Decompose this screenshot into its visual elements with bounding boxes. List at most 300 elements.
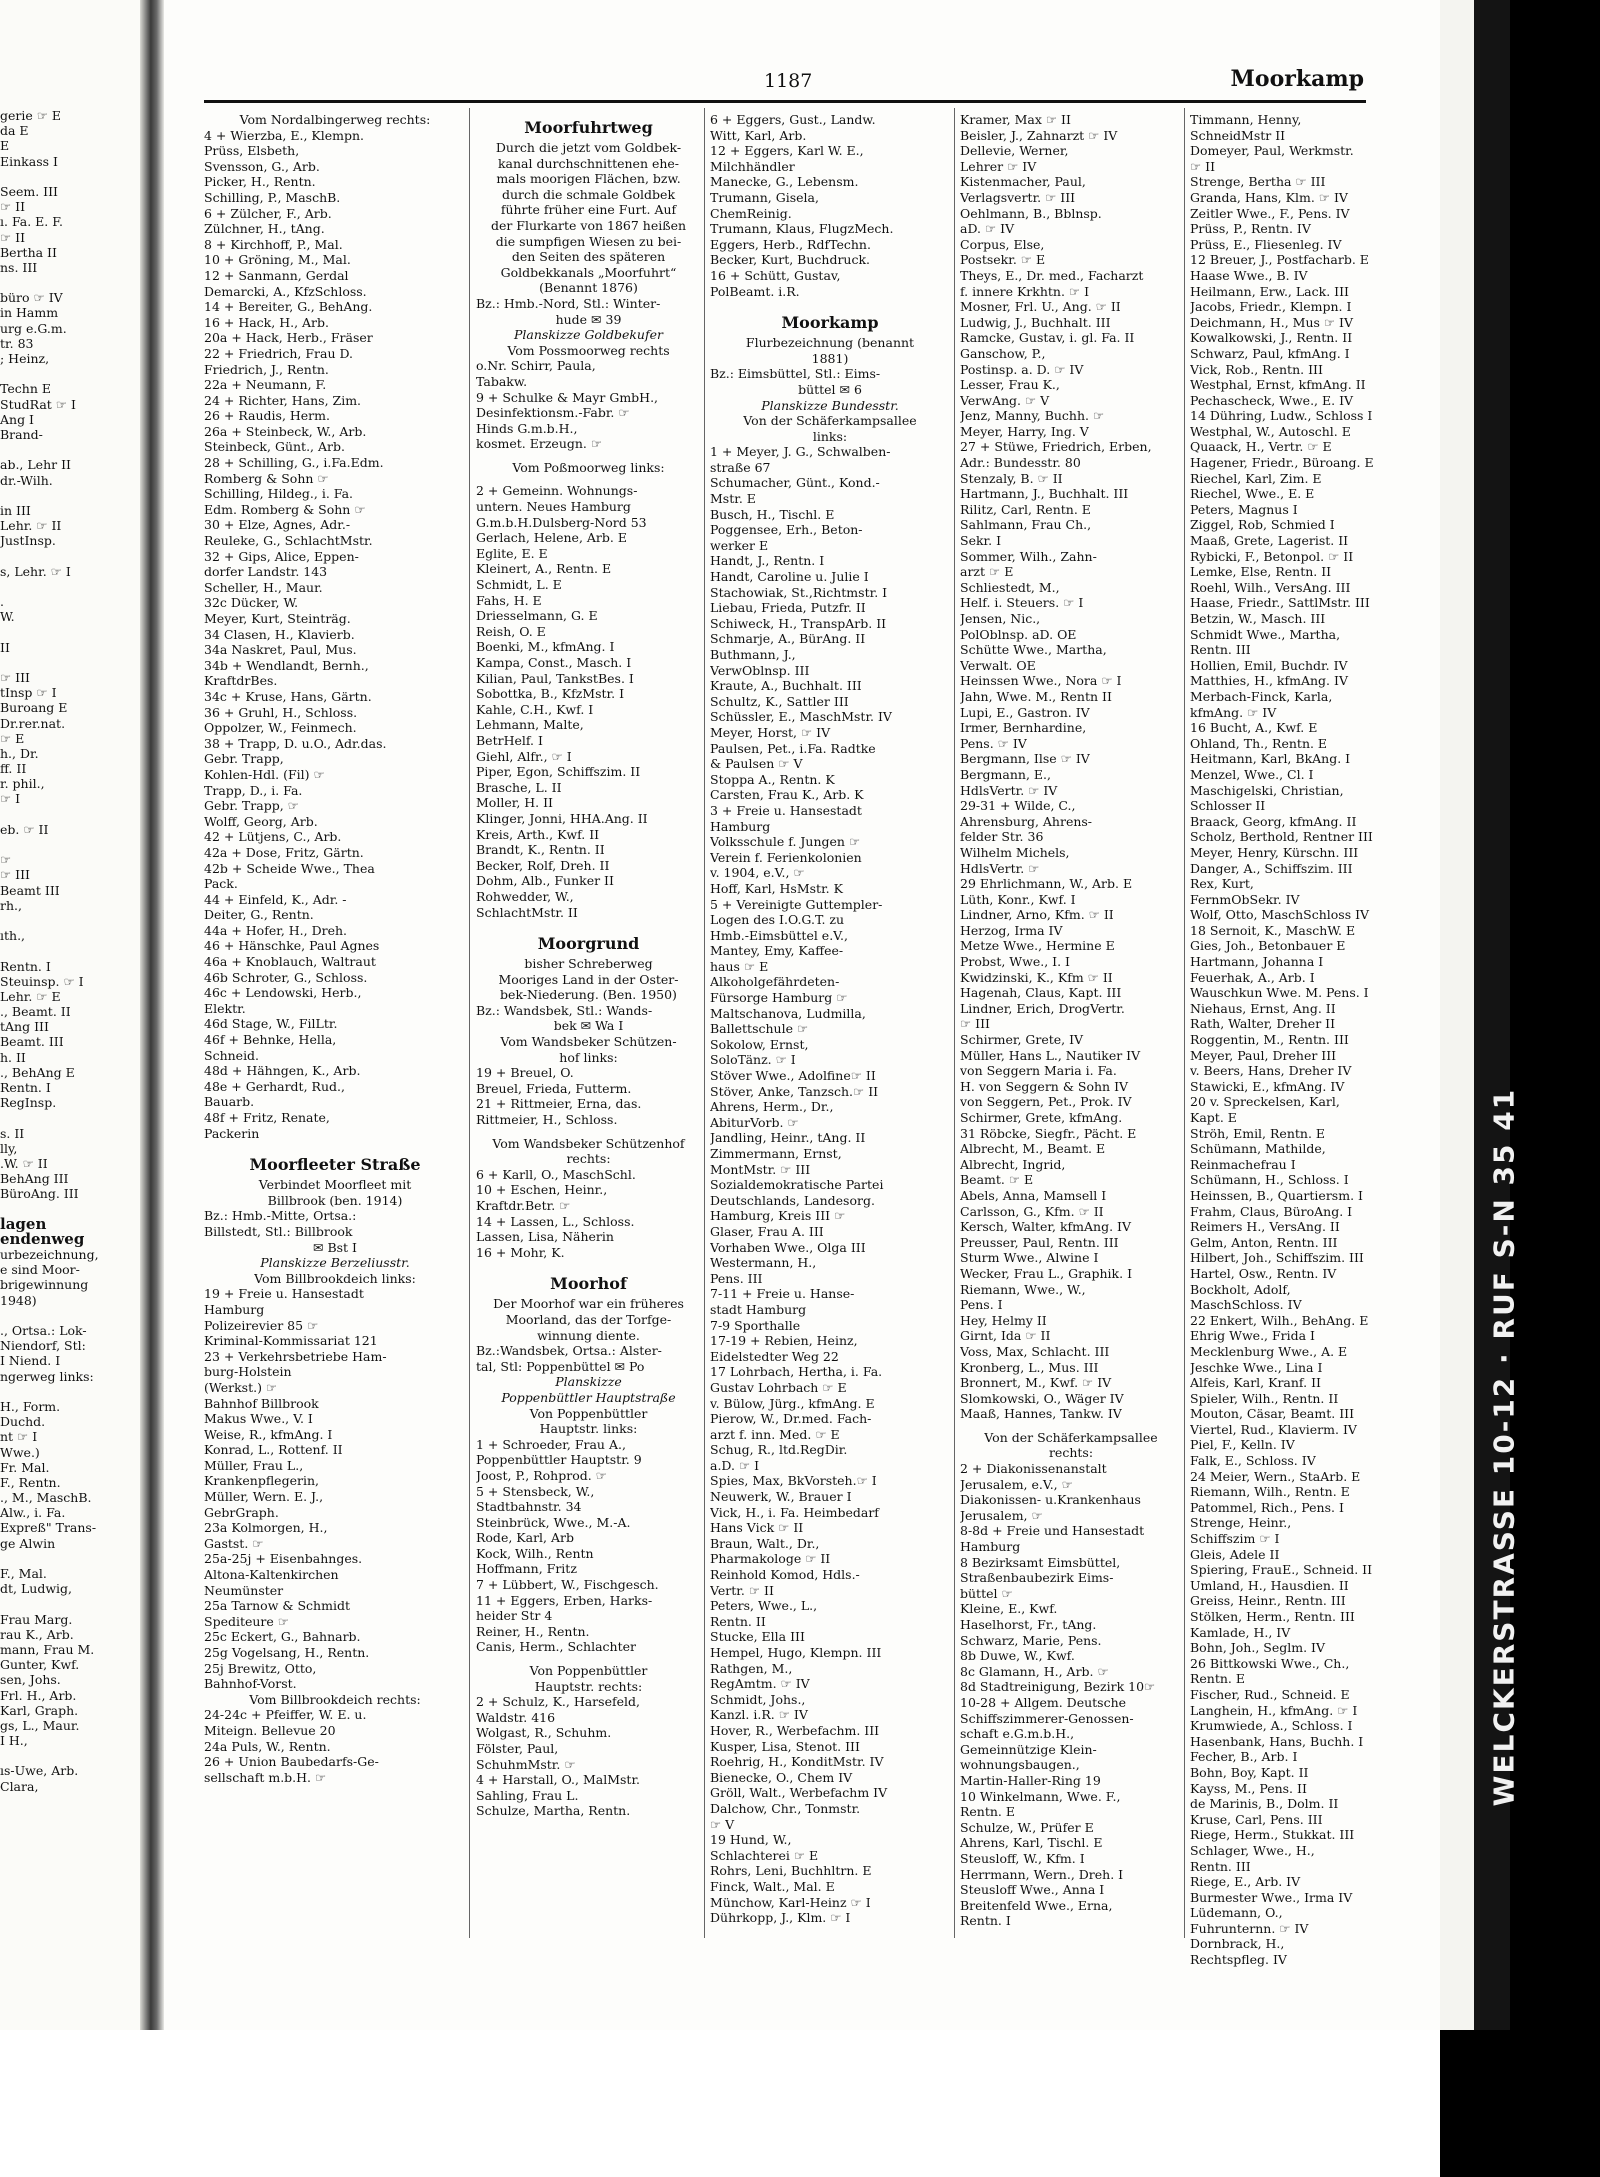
left-fragment-line: ge Alwin <box>0 1535 56 1551</box>
section-subheading: rechts: <box>1048 1445 1094 1461</box>
entry-line: Pharmakologe ☞ II <box>710 1551 831 1567</box>
entry-line: Schwarz, Paul, kfmAng. I <box>1190 345 1350 361</box>
entry-line: 25a-25j + Eisenbahnges. <box>204 1551 363 1567</box>
entry-line: Sturm Wwe., Alwine I <box>960 1250 1099 1266</box>
entry-line: Poppenbüttler Hauptstr. 9 <box>476 1452 642 1468</box>
entry-line: felder Str. 36 <box>960 829 1044 845</box>
entry-line: Lüth, Konr., Kwf. I <box>960 891 1076 907</box>
entry-line: 14 Dühring, Ludw., Schloss I <box>1190 408 1373 424</box>
entry-line: Bz.:Wandsbek, Ortsa.: Alster- <box>476 1343 662 1359</box>
entry-line: 12 + Sanmann, Gerdal <box>204 267 349 283</box>
entry-line: 4 + Wierzba, E., Klempn. <box>204 127 365 143</box>
entry-line: 29-31 + Wilde, C., <box>960 798 1076 814</box>
left-fragment-line: Gunter, Kwf. <box>0 1657 80 1673</box>
entry-line: Hartmann, J., Buchhalt. III <box>960 486 1129 502</box>
entry-line: 8d Stadtreinigung, Bezirk 10☞ <box>960 1679 1156 1695</box>
entry-line: HdlsVertr. ☞ <box>960 860 1040 876</box>
entry-line: Brasche, L. II <box>476 779 562 795</box>
entry-line: Braun, Walt., Dr., <box>710 1535 820 1551</box>
entry-line: Jacobs, Friedr., Klempn. I <box>1190 299 1352 315</box>
entry-line: Wolgast, R., Schuhm. <box>476 1725 612 1741</box>
entry-line: Krumwiede, A., Schloss. I <box>1190 1718 1353 1734</box>
entry-line: 42b + Scheide Wwe., Thea <box>204 860 375 876</box>
entry-line: Scheller, H., Maur. <box>204 579 323 595</box>
entry-line: 8b Duwe, W., Kwf. <box>960 1648 1075 1664</box>
entry-line: Poggensee, Erh., Beton- <box>710 522 863 538</box>
entry-line: Feuerhak, A., Arb. I <box>1190 969 1315 985</box>
entry-line: Granda, Hans, Klm. ☞ IV <box>1190 189 1348 205</box>
entry-line: büttel ☞ <box>960 1585 1013 1601</box>
entry-line: Westermann, H., <box>710 1255 817 1271</box>
left-fragment-line: Wwe.) <box>0 1444 40 1460</box>
entry-line: Langhein, H., kfmAng. ☞ I <box>1190 1702 1358 1718</box>
entry-line: Gies, Joh., Betonbauer E <box>1190 938 1346 954</box>
entry-line: Riege, Herm., Stukkat. III <box>1190 1827 1355 1843</box>
entry-line: Lehmann, Malte, <box>476 717 584 733</box>
left-fragment-line: ab., Lehr II <box>0 457 71 473</box>
entry-line: Rentn. I <box>960 1913 1011 1929</box>
entry-line: Schümann, Mathilde, <box>1190 1141 1326 1157</box>
entry-line: Albrecht, Ingrid, <box>960 1156 1066 1172</box>
entry-line: FernmObSekr. IV <box>1190 891 1300 907</box>
entry-line: Kilian, Paul, TankstBes. I <box>476 670 634 686</box>
street-description: kanal durchschnittenen ehe- <box>497 155 680 171</box>
entry-line: Ramcke, Gustav, i. gl. Fa. II <box>960 330 1135 346</box>
entry-line: werker E <box>710 537 769 553</box>
entry-line: Ahrens, Karl, Tischl. E <box>960 1835 1103 1851</box>
entry-line: f. innere Krkhtn. ☞ I <box>960 283 1090 299</box>
left-fragment-line: I H., <box>0 1733 28 1749</box>
left-fragment-line: ı. Fa. E. F. <box>0 214 63 230</box>
entry-line: Bohn, Boy, Kapt. II <box>1190 1764 1309 1780</box>
entry-line: Eidelstedter Weg 22 <box>710 1348 839 1364</box>
entry-line: Pack. <box>204 876 238 892</box>
entry-line: Schumacher, Günt., Kond.- <box>710 475 880 491</box>
entry-line: arzt ☞ E <box>960 564 1014 580</box>
entry-line: Schulze, Martha, Rentn. <box>476 1803 631 1819</box>
entry-line: Schug, R., ltd.RegDir. <box>710 1442 848 1458</box>
entry-line: 5 + Vereinigte Guttempler- <box>710 896 883 912</box>
entry-line: GebrGraph. <box>204 1504 279 1520</box>
entry-line: Hamburg <box>960 1539 1021 1555</box>
entry-line: Jahn, Wwe. M., Rentn II <box>960 688 1112 704</box>
entry-line: Wolff, Georg, Arb. <box>204 813 318 829</box>
directory-column-2 <box>476 112 701 1819</box>
entry-line: Ballettschule ☞ <box>710 1021 809 1037</box>
left-fragment-line <box>0 1308 140 1323</box>
entry-line: Schüssler, E., MaschMstr. IV <box>710 709 892 725</box>
entry-line: Umland, H., Hausdien. II <box>1190 1577 1349 1593</box>
entry-line: SchneidMstr II <box>1190 127 1286 143</box>
entry-line: 11 + Eggers, Erben, Harks- <box>476 1592 653 1608</box>
entry-line: Schilling, P., MaschB. <box>204 189 341 205</box>
left-fragment-line: ☞ II <box>0 229 26 245</box>
entry-line: Pechascheck, Wwe., E. IV <box>1190 392 1354 408</box>
left-fragment-line <box>0 943 140 958</box>
entry-line: BetrHelf. I <box>476 732 543 748</box>
spacer <box>476 1128 701 1136</box>
entry-line: 22 + Friedrich, Frau D. <box>204 345 354 361</box>
left-fragment-line: Expreß" Trans- <box>0 1520 97 1536</box>
entry-line: 6 + Karll, O., MaschSchl. <box>476 1166 636 1182</box>
entry-line: Jerusalem, e.V., ☞ <box>960 1476 1073 1492</box>
street-description: büttel ✉ 6 <box>798 381 862 397</box>
left-fragment-line: Clara, <box>0 1778 39 1794</box>
entry-line: Weise, R., kfmAng. I <box>204 1426 333 1442</box>
entry-line: Hamburg <box>204 1301 265 1317</box>
entry-line: Krankenpflegerin, <box>204 1473 319 1489</box>
entry-line: Peters, Wwe., L., <box>710 1598 818 1614</box>
left-fragment-line: BüroAng. III <box>0 1186 79 1202</box>
entry-line: Hoffmann, Fritz <box>476 1561 577 1577</box>
header-rule <box>204 100 1366 103</box>
entry-line: Bz.: Eimsbüttel, Stl.: Eims- <box>710 366 881 382</box>
entry-line: 24-24c + Pfeiffer, W. E. u. <box>204 1707 367 1723</box>
entry-line: Picker, H., Rentn. <box>204 174 316 190</box>
left-fragment-line: r. phil., <box>0 776 45 792</box>
entry-line: Ahrensburg, Ahrens- <box>960 813 1093 829</box>
entry-line: ☞ III <box>960 1016 990 1032</box>
plan-reference: Poppenbüttler Hauptstraße <box>501 1389 676 1405</box>
entry-line: Bahnhof Billbrook <box>204 1395 319 1411</box>
entry-line: Moller, H. II <box>476 795 553 811</box>
entry-line: o.Nr. Schirr, Paula, <box>476 358 596 374</box>
entry-line: Reimers H., VersAng. II <box>1190 1219 1340 1235</box>
entry-line: Schlosser II <box>1190 798 1266 814</box>
entry-line: Steinbeck, Günt., Arb. <box>204 439 345 455</box>
left-fragment-line <box>0 1596 140 1611</box>
book-edge <box>1440 0 1600 2177</box>
entry-line: 34b + Wendlandt, Bernh., <box>204 657 369 673</box>
entry-line: Kamlade, H., IV <box>1190 1624 1291 1640</box>
entry-line: 46 + Hänschke, Paul Agnes <box>204 938 380 954</box>
entry-line: Strenge, Bertha ☞ III <box>1190 174 1326 190</box>
entry-line: Tabakw. <box>476 373 528 389</box>
entry-line: Kock, Wilh., Rentn <box>476 1545 594 1561</box>
entry-line: Bergmann, Ilse ☞ IV <box>960 751 1090 767</box>
entry-line: Gerlach, Helene, Arb. E <box>476 530 627 546</box>
entry-line: Schirmer, Grete, IV <box>960 1032 1084 1048</box>
entry-line: Rentn. II <box>710 1613 766 1629</box>
entry-line: Spieler, Wilh., Rentn. II <box>1190 1390 1339 1406</box>
street-description: Der Moorhof war ein früheres <box>493 1296 684 1312</box>
entry-line: Milchhändler <box>710 158 795 174</box>
entry-line: Fahs, H. E <box>476 592 542 608</box>
entry-line: Carsten, Frau K., Arb. K <box>710 787 864 803</box>
entry-line: Frahm, Claus, BüroAng. I <box>1190 1203 1353 1219</box>
entry-line: Westphal, W., Autoschl. E <box>1190 423 1351 439</box>
entry-line: Riechel, Karl, Zim. E <box>1190 470 1322 486</box>
entry-line: Kleine, E., Kwf. <box>960 1601 1058 1617</box>
entry-line: von Seggern, Pet., Prok. IV <box>960 1094 1132 1110</box>
left-fragment-line: Karl, Graph. <box>0 1702 79 1718</box>
entry-line: Haase, Friedr., SattlMstr. III <box>1190 595 1370 611</box>
left-fragment-line: Seem. III <box>0 183 58 199</box>
left-fragment-line <box>0 1748 140 1763</box>
left-fragment-line <box>0 837 140 852</box>
entry-line: Elektr. <box>204 1000 246 1016</box>
book-gutter <box>140 0 164 2177</box>
section-subheading: Vom Wandsbeker Schützenhof <box>492 1135 685 1151</box>
entry-line: Schmidt, L. E <box>476 577 562 593</box>
entry-line: Lemke, Else, Rentn. II <box>1190 564 1332 580</box>
entry-line: Sommer, Wilh., Zahn- <box>960 548 1097 564</box>
entry-line: Spiering, FrauE., Schneid. II <box>1190 1562 1373 1578</box>
entry-line: Klinger, Jonni, HHA.Ang. II <box>476 810 648 826</box>
entry-line: Gröll, Walt., Werbefachm IV <box>710 1785 888 1801</box>
entry-line: 19 Hund, W., <box>710 1832 792 1848</box>
section-subheading: Von Poppenbüttler <box>529 1405 648 1421</box>
street-description: (Benannt 1876) <box>539 280 638 296</box>
entry-line: VerwOblnsp. III <box>710 662 810 678</box>
entry-line: 24 Meier, Wern., StaArb. E <box>1190 1468 1361 1484</box>
column-separator <box>469 108 470 1938</box>
entry-line: kfmAng. ☞ IV <box>1190 704 1277 720</box>
entry-line: Riege, E., Arb. IV <box>1190 1874 1301 1890</box>
entry-line: Stadtbahnstr. 34 <box>476 1499 582 1515</box>
left-fragment-line: Lehr. ☞ II <box>0 518 62 534</box>
entry-line: von Seggern Maria i. Fa. <box>960 1063 1117 1079</box>
entry-line: Bergmann, E., <box>960 766 1051 782</box>
entry-line: Wolf, Otto, MaschSchloss IV <box>1190 907 1370 923</box>
entry-line: 10-28 + Allgem. Deutsche <box>960 1694 1127 1710</box>
left-page-fragment <box>0 0 148 2177</box>
street-description: hude ✉ 39 <box>555 311 622 327</box>
entry-line: Dellevie, Werner, <box>960 143 1069 159</box>
street-description: Goldbekkanals „Moorfuhrt“ <box>500 264 677 280</box>
entry-line: 17-19 + Rebien, Heinz, <box>710 1333 858 1349</box>
entry-line: Sozialdemokratische Partei <box>710 1177 884 1193</box>
entry-line: Konrad, L., Rottenf. II <box>204 1442 343 1458</box>
entry-line: Packerin <box>204 1125 260 1141</box>
section-subheading: rechts: <box>566 1151 611 1167</box>
entry-line: 10 Winkelmann, Wwe. F., <box>960 1788 1121 1804</box>
entry-line: Piel, F., Kelln. IV <box>1190 1437 1295 1453</box>
left-fragment-line: ☞ III <box>0 867 30 883</box>
left-page-text-column <box>0 108 140 1794</box>
entry-line: Herzog, Irma IV <box>960 922 1063 938</box>
entry-line: Dalchow, Chr., Tonmstr. <box>710 1800 861 1816</box>
street-heading: Moorfleeter Straße <box>249 1155 421 1175</box>
entry-line: Spediteure ☞ <box>204 1613 289 1629</box>
left-fragment-line <box>0 1384 140 1399</box>
left-fragment-line <box>0 655 140 670</box>
entry-line: 19 + Breuel, O. <box>476 1065 574 1081</box>
entry-line: kosmet. Erzeugn. ☞ <box>476 436 603 452</box>
entry-line: Roggentin, M., Rentn. III <box>1190 1032 1349 1048</box>
entry-line: HdlsVertr. ☞ IV <box>960 782 1058 798</box>
entry-line: 6 + Eggers, Gust., Landw. <box>710 112 876 127</box>
entry-line: Pens. ☞ IV <box>960 735 1027 751</box>
entry-line: 25c Eckert, G., Bahnarb. <box>204 1629 361 1645</box>
left-fragment-line <box>0 1551 140 1566</box>
entry-line: Kriminal-Kommissariat 121 <box>204 1333 378 1349</box>
left-fragment-line: ngerweg links: <box>0 1368 94 1384</box>
entry-line: Stawicki, E., kfmAng. IV <box>1190 1078 1345 1094</box>
entry-line: Breitenfeld Wwe., Erna, <box>960 1897 1113 1913</box>
entry-line: 23a Kolmorgen, H., <box>204 1520 328 1536</box>
entry-line: Hinds G.m.b.H., <box>476 420 578 436</box>
entry-line: Ströh, Emil, Rentn. E <box>1190 1125 1326 1141</box>
entry-line: Patommel, Rich., Pens. I <box>1190 1499 1344 1515</box>
section-subheading: Vom Wandsbeker Schützen- <box>500 1034 677 1050</box>
entry-line: Heilmann, Erw., Lack. III <box>1190 283 1349 299</box>
left-fragment-line: s, Lehr. ☞ I <box>0 563 71 579</box>
left-fragment-line: ff. II <box>0 761 27 777</box>
street-description: Moorland, das der Torfge- <box>505 1311 672 1327</box>
page-edge-strip <box>1440 0 1478 2030</box>
entry-line: Hey, Helmy II <box>960 1312 1047 1328</box>
entry-line: Pierow, W., Dr.med. Fach- <box>710 1411 872 1427</box>
left-fragment-line: F., Rentn. <box>0 1474 61 1490</box>
entry-line: haus ☞ E <box>710 958 769 974</box>
entry-line: Kraftdr.Betr. ☞ <box>476 1198 571 1213</box>
entry-line: Ganschow, P., <box>960 345 1046 361</box>
entry-line: ☞ V <box>710 1816 735 1832</box>
entry-line: Joost, P., Rohprod. ☞ <box>476 1467 607 1483</box>
entry-line: Hasenbank, Hans, Buchh. I <box>1190 1733 1364 1749</box>
street-heading: Moorfuhrtweg <box>524 118 653 137</box>
entry-line: Romberg & Sohn ☞ <box>204 470 329 486</box>
entry-line: Rechtspfleg. IV <box>1190 1952 1287 1968</box>
entry-line: Buthmann, J., <box>710 647 796 662</box>
left-fragment-line: Rentn. I <box>0 1080 51 1095</box>
left-fragment-line: Einkass I <box>0 153 58 169</box>
entry-line: Pens. III <box>710 1270 763 1286</box>
entry-line: Domeyer, Paul, Werkmstr. <box>1190 143 1354 159</box>
left-fragment-line: ıth., <box>0 928 26 944</box>
entry-line: Meyer, Horst, ☞ IV <box>710 724 831 740</box>
left-fragment-line: ns. III <box>0 259 38 275</box>
entry-line: Adr.: Bundesstr. 80 <box>960 455 1081 471</box>
entry-line: 2 + Diakonissenanstalt <box>960 1461 1107 1477</box>
entry-line: Finck, Walt., Mal. E <box>710 1878 835 1894</box>
entry-line: Metze Wwe., Hermine E <box>960 938 1115 954</box>
left-fragment-line: Bertha II <box>0 244 57 260</box>
left-fragment-line: gs, L., Maur. <box>0 1717 80 1733</box>
entry-line: Prüss, E., Fliesenleg. IV <box>1190 236 1342 252</box>
entry-line: Kleinert, A., Rentn. E <box>476 561 612 577</box>
entry-line: Theys, E., Dr. med., Facharzt <box>960 267 1144 283</box>
entry-line: Zimmermann, Ernst, <box>710 1146 842 1161</box>
entry-line: Meyer, Henry, Kürschn. III <box>1190 844 1359 860</box>
entry-line: Demarcki, A., KfzSchloss. <box>204 283 367 299</box>
entry-line: tal, Stl: Poppenbüttel ✉ Po <box>476 1358 645 1374</box>
entry-line: 22a + Neumann, F. <box>204 377 327 393</box>
left-fragment-line: h., Dr. <box>0 745 39 761</box>
entry-line: 22 Enkert, Wilh., BehAng. E <box>1190 1312 1369 1328</box>
entry-line: Lüdemann, O., <box>1190 1905 1283 1921</box>
entry-line: Deichmann, H., Mus ☞ IV <box>1190 314 1354 330</box>
plan-reference: Planskizze Goldbekufer <box>514 327 663 343</box>
page-number: 1187 <box>764 70 813 92</box>
entry-line: Schiffszimmerer-Genossen- <box>960 1710 1134 1726</box>
entry-line: straße 67 <box>710 459 771 475</box>
section-subheading: Vom Billbrookdeich links: <box>254 1270 416 1286</box>
entry-line: Bohn, Joh., Seglm. IV <box>1190 1640 1325 1656</box>
entry-line: Mosner, Frl. U., Ang. ☞ II <box>960 299 1121 315</box>
entry-line: Corpus, Else, <box>960 236 1045 252</box>
entry-line: 2 + Schulz, K., Harsefeld, <box>476 1694 640 1710</box>
left-fragment-line: Alw., i. Fa. <box>0 1505 66 1521</box>
entry-line: Niehaus, Ernst, Ang. II <box>1190 1000 1336 1016</box>
entry-line: Verwalt. OE <box>960 657 1036 673</box>
entry-line: Schiffszim ☞ I <box>1190 1531 1280 1547</box>
entry-line: heider Str 4 <box>476 1608 553 1624</box>
entry-line: Sahling, Frau L. <box>476 1787 579 1803</box>
entry-line: Ahrens, Herm., Dr., <box>710 1099 834 1115</box>
entry-line: 16 + Hack, H., Arb. <box>204 314 329 330</box>
entry-line: Rentn. E <box>960 1804 1016 1820</box>
entry-line: Beamt. ☞ E <box>960 1172 1034 1188</box>
entry-line: 1 + Meyer, J. G., Schwalben- <box>710 444 891 460</box>
entry-line: 27 + Stüwe, Friedrich, Erben, <box>960 439 1152 455</box>
left-fragment-line: Frl. H., Arb. <box>0 1687 77 1703</box>
entry-line: Rentn. III <box>1190 1858 1251 1874</box>
entry-line: Maltschanova, Ludmilla, <box>710 1005 866 1021</box>
left-fragment-line <box>0 275 140 290</box>
entry-line: Stölken, Herm., Rentn. III <box>1190 1609 1355 1624</box>
entry-line: Falk, E., Schloss. IV <box>1190 1453 1316 1469</box>
left-fragment-line: brigewinnung <box>0 1277 89 1293</box>
entry-line: Kampa, Const., Masch. I <box>476 655 632 670</box>
entry-line: Kwidzinski, K., Kfm ☞ II <box>960 969 1113 985</box>
entry-line: Viertel, Rud., Klavierm. IV <box>1190 1421 1357 1437</box>
left-fragment-line: I Niend. I <box>0 1353 61 1369</box>
entry-line: Vick, Rob., Rentn. III <box>1190 361 1323 377</box>
entry-line: Polizeirevier 85 ☞ <box>204 1317 319 1333</box>
entry-line: Meyer, Kurt, Steinträg. <box>204 611 351 626</box>
entry-line: Hamburg, Kreis III ☞ <box>710 1208 846 1224</box>
entry-line: Lupi, E., Gastron. IV <box>960 704 1090 720</box>
entry-line: Heinssen, B., Quartiersm. I <box>1190 1187 1363 1203</box>
entry-line: Meyer, Paul, Dreher III <box>1190 1047 1337 1063</box>
entry-line: Roehrig, H., KonditMstr. IV <box>710 1754 884 1770</box>
entry-line: Waldstr. 416 <box>476 1709 556 1725</box>
street-description: bek-Niederung. (Ben. 1950) <box>500 987 677 1003</box>
entry-line: Spies, Max, BkVorsteh.☞ I <box>710 1473 877 1489</box>
entry-line: Rohrs, Leni, Buchhltrn. E <box>710 1863 872 1879</box>
entry-line: Schliestedt, M., <box>960 579 1060 595</box>
directory-column-5 <box>1190 112 1426 1968</box>
entry-line: wohnungsbaugen., <box>960 1757 1080 1773</box>
section-subheading: Von Poppenbüttler <box>529 1663 648 1679</box>
entry-line: Prüss, P., Rentn. IV <box>1190 221 1311 237</box>
entry-line: 30 + Elze, Agnes, Adr.- <box>204 517 351 533</box>
left-fragment-line <box>0 548 140 563</box>
entry-line: Kusper, Lisa, Stenot. III <box>710 1738 860 1754</box>
spine-imprint: WELCKERSTRASSE 10-12 · RUF S-N 35 41 <box>1487 1087 1521 1807</box>
entry-line: 23 + Verkehrsbetriebe Ham- <box>204 1348 387 1364</box>
entry-line: Altona-Kaltenkirchen <box>204 1567 339 1583</box>
entry-line: 2 + Gemeinn. Wohnungs- <box>476 483 638 499</box>
entry-line: Postinsp. a. D. ☞ IV <box>960 361 1084 377</box>
entry-line: 48d + Hähngen, K., Arb. <box>204 1063 361 1079</box>
entry-line: Quaack, H., Vertr. ☞ E <box>1190 439 1332 455</box>
entry-line: Deiter, G., Rentn. <box>204 907 314 923</box>
entry-line: Schulze, W., Prüfer E <box>960 1819 1094 1835</box>
entry-line: Danger, A., Schiffszim. III <box>1190 860 1353 876</box>
entry-line: 12 + Eggers, Karl W. E., <box>710 143 864 159</box>
entry-line: Schlager, Wwe., H., <box>1190 1842 1315 1858</box>
entry-line: G.m.b.H.Dulsberg-Nord 53 <box>476 514 647 530</box>
entry-line: 46a + Knoblauch, Waltraut <box>204 954 376 970</box>
entry-line: Rode, Karl, Arb <box>476 1530 574 1546</box>
entry-line: Hilbert, Joh., Schiffszim. III <box>1190 1250 1364 1266</box>
left-fragment-line: Brand- <box>0 426 43 442</box>
entry-line: Gelm, Anton, Rentn. III <box>1190 1234 1338 1250</box>
entry-line: Diakonissen- u.Krankenhaus <box>960 1492 1141 1508</box>
